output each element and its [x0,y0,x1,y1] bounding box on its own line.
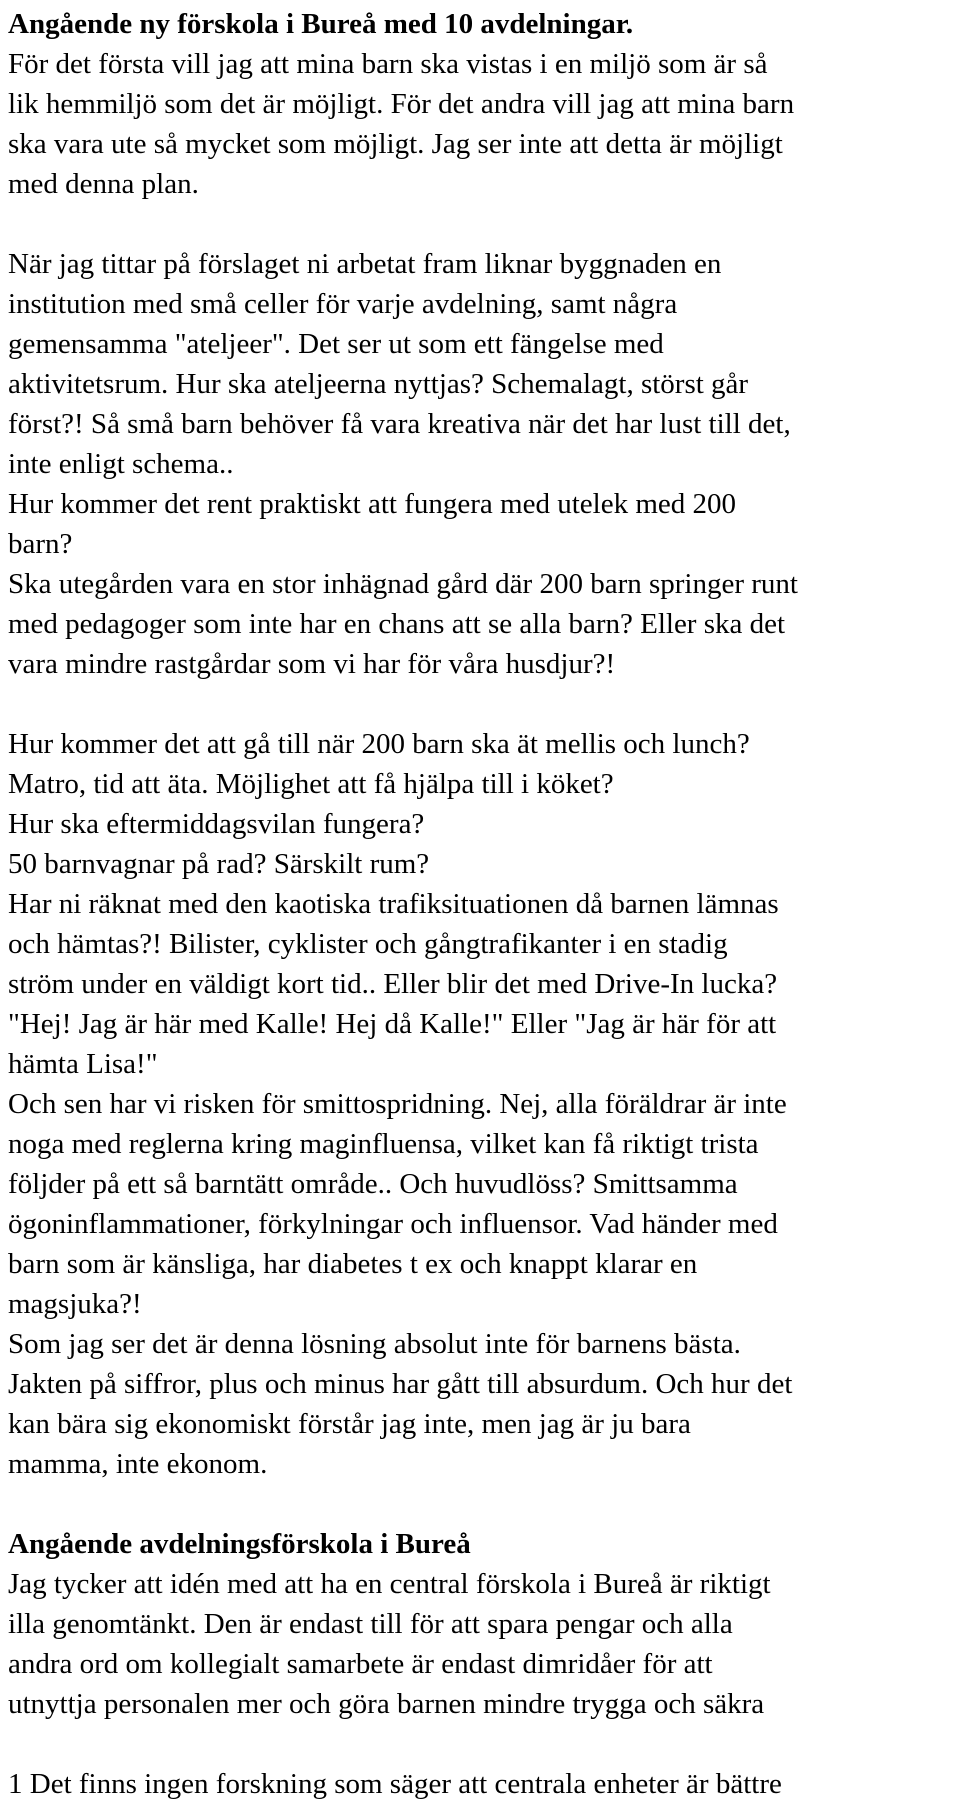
text-line: först?! Så små barn behöver få vara kreativa när det har lust till det, [8,408,791,440]
text-line: Har ni räknat med den kaotiska trafiksituationen då barnen lämnas [8,888,779,920]
text-line: aktivitetsrum. Hur ska ateljeerna nyttjas? Schemalagt, störst går [8,368,749,400]
text-line: vara mindre rastgårdar som vi har för våra husdjur?! [8,648,616,680]
text-line: Hur ska eftermiddagsvilan fungera? [8,808,425,840]
text-line: 1 Det finns ingen forskning som säger att centrala enheter är bättre [8,1768,782,1800]
text-line: lik hemmiljö som det är möjligt. För det andra vill jag att mina barn [8,88,795,120]
text-line: Som jag ser det är denna lösning absolut inte för barnens bästa. [8,1328,741,1360]
text-line: följder på ett så barntätt område.. Och huvudlöss? Smittsamma [8,1168,738,1200]
paragraph-logistics [8,724,952,1484]
text-line: Jakten på siffror, plus och minus har gått till absurdum. Och hur det [8,1368,793,1400]
text-line: utnyttja personalen mer och göra barnen mindre trygga och säkra [8,1688,765,1720]
section-new-preschool [8,4,952,204]
text-line: Hur kommer det att gå till när 200 barn ska ät mellis och lunch? [8,728,750,760]
paragraph-gap [8,1484,952,1524]
text-line: illa genomtänkt. Den är endast till för att spara pengar och alla [8,1608,733,1640]
text-line: med denna plan. [8,168,199,200]
paragraph-gap [8,204,952,244]
text-line: Hur kommer det rent praktiskt att fungera med utelek med 200 [8,488,737,520]
text-line: När jag tittar på förslaget ni arbetat fram liknar byggnaden en [8,248,722,280]
text-line: andra ord om kollegialt samarbete är endast dimridåer för att [8,1648,713,1680]
text-line: noga med reglerna kring maginfluensa, vilket kan få riktigt trista [8,1128,759,1160]
text-line: och hämtas?! Bilister, cyklister och gångtrafikanter i en stadig [8,928,728,960]
paragraph-gap [8,684,952,724]
paragraph-research [8,1764,952,1804]
text-line: kan bära sig ekonomiskt förstår jag inte, men jag är ju bara [8,1408,691,1440]
text-line: ögoninflammationer, förkylningar och influensor. Vad händer med [8,1208,778,1240]
text-line: barn? [8,528,73,560]
text-line: Och sen har vi risken för smittospridning. Nej, alla föräldrar är inte [8,1088,787,1120]
text-line: mamma, inte ekonom. [8,1448,268,1480]
text-line: inte enligt schema.. [8,448,234,480]
text-line: ska vara ute så mycket som möjligt. Jag ser inte att detta är möjligt [8,128,783,160]
text-line: "Hej! Jag är här med Kalle! Hej då Kalle!" Eller "Jag är här för att [8,1008,777,1040]
section-heading: Angående avdelningsförskola i Bureå [8,1528,471,1560]
text-line: hämta Lisa!" [8,1048,158,1080]
text-line: För det första vill jag att mina barn ska vistas i en miljö som är så [8,48,768,80]
section-department-preschool [8,1524,952,1724]
text-line: magsjuka?! [8,1288,142,1320]
text-line: gemensamma "ateljeer". Det ser ut som ett fängelse med [8,328,664,360]
paragraph-gap [8,1724,952,1764]
section-heading: Angående ny förskola i Bureå med 10 avdelningar. [8,8,634,40]
text-line: Ska utegården vara en stor inhägnad gård där 200 barn springer runt [8,568,798,600]
text-line: med pedagoger som inte har en chans att se alla barn? Eller ska det [8,608,786,640]
text-line: 50 barnvagnar på rad? Särskilt rum? [8,848,430,880]
text-line: Jag tycker att idén med att ha en central förskola i Bureå är riktigt [8,1568,771,1600]
paragraph-institution [8,244,952,684]
text-line: institution med små celler för varje avdelning, samt några [8,288,678,320]
text-line: barn som är känsliga, har diabetes t ex och knappt klarar en [8,1248,698,1280]
text-line: ström under en väldigt kort tid.. Eller blir det med Drive-In lucka? [8,968,778,1000]
text-line: Matro, tid att äta. Möjlighet att få hjälpa till i köket? [8,768,614,800]
